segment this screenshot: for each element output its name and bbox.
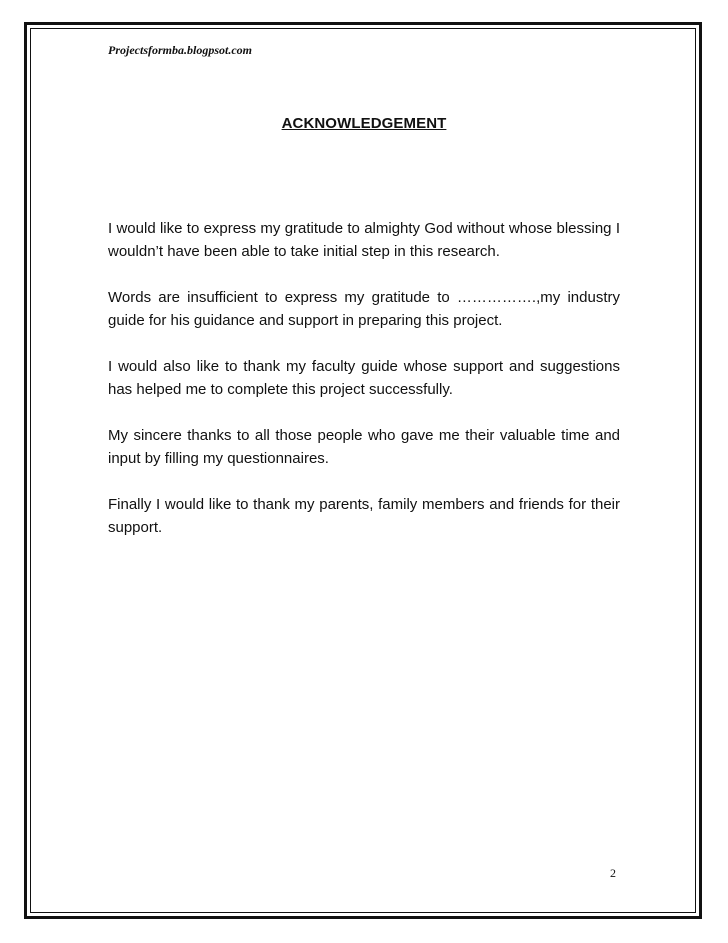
page-title: ACKNOWLEDGEMENT [281, 115, 447, 132]
acknowledgement-body [108, 217, 620, 562]
paragraph-family: Finally I would like to thank my parents, family members and friends for their support. [108, 496, 620, 536]
paragraph-gratitude-god: I would like to express my gratitude to almighty God without whose blessing I wouldn’t have been able to take initial step in this research. [108, 220, 620, 260]
paragraph-respondents: My sincere thanks to all those people who gave me their valuable time and input by filling my questionnaires. [108, 427, 620, 467]
page-number: 2 [610, 866, 616, 880]
header-site-name: Projectsformba.blogpsot.com [108, 43, 252, 57]
paragraph-industry-guide: Words are insufficient to express my gratitude to …………….,my industry guide for his guidance and support in preparing this project. [108, 289, 620, 329]
paragraph-faculty-guide: I would also like to thank my faculty guide whose support and suggestions has helped me to complete this project successfully. [108, 358, 620, 398]
